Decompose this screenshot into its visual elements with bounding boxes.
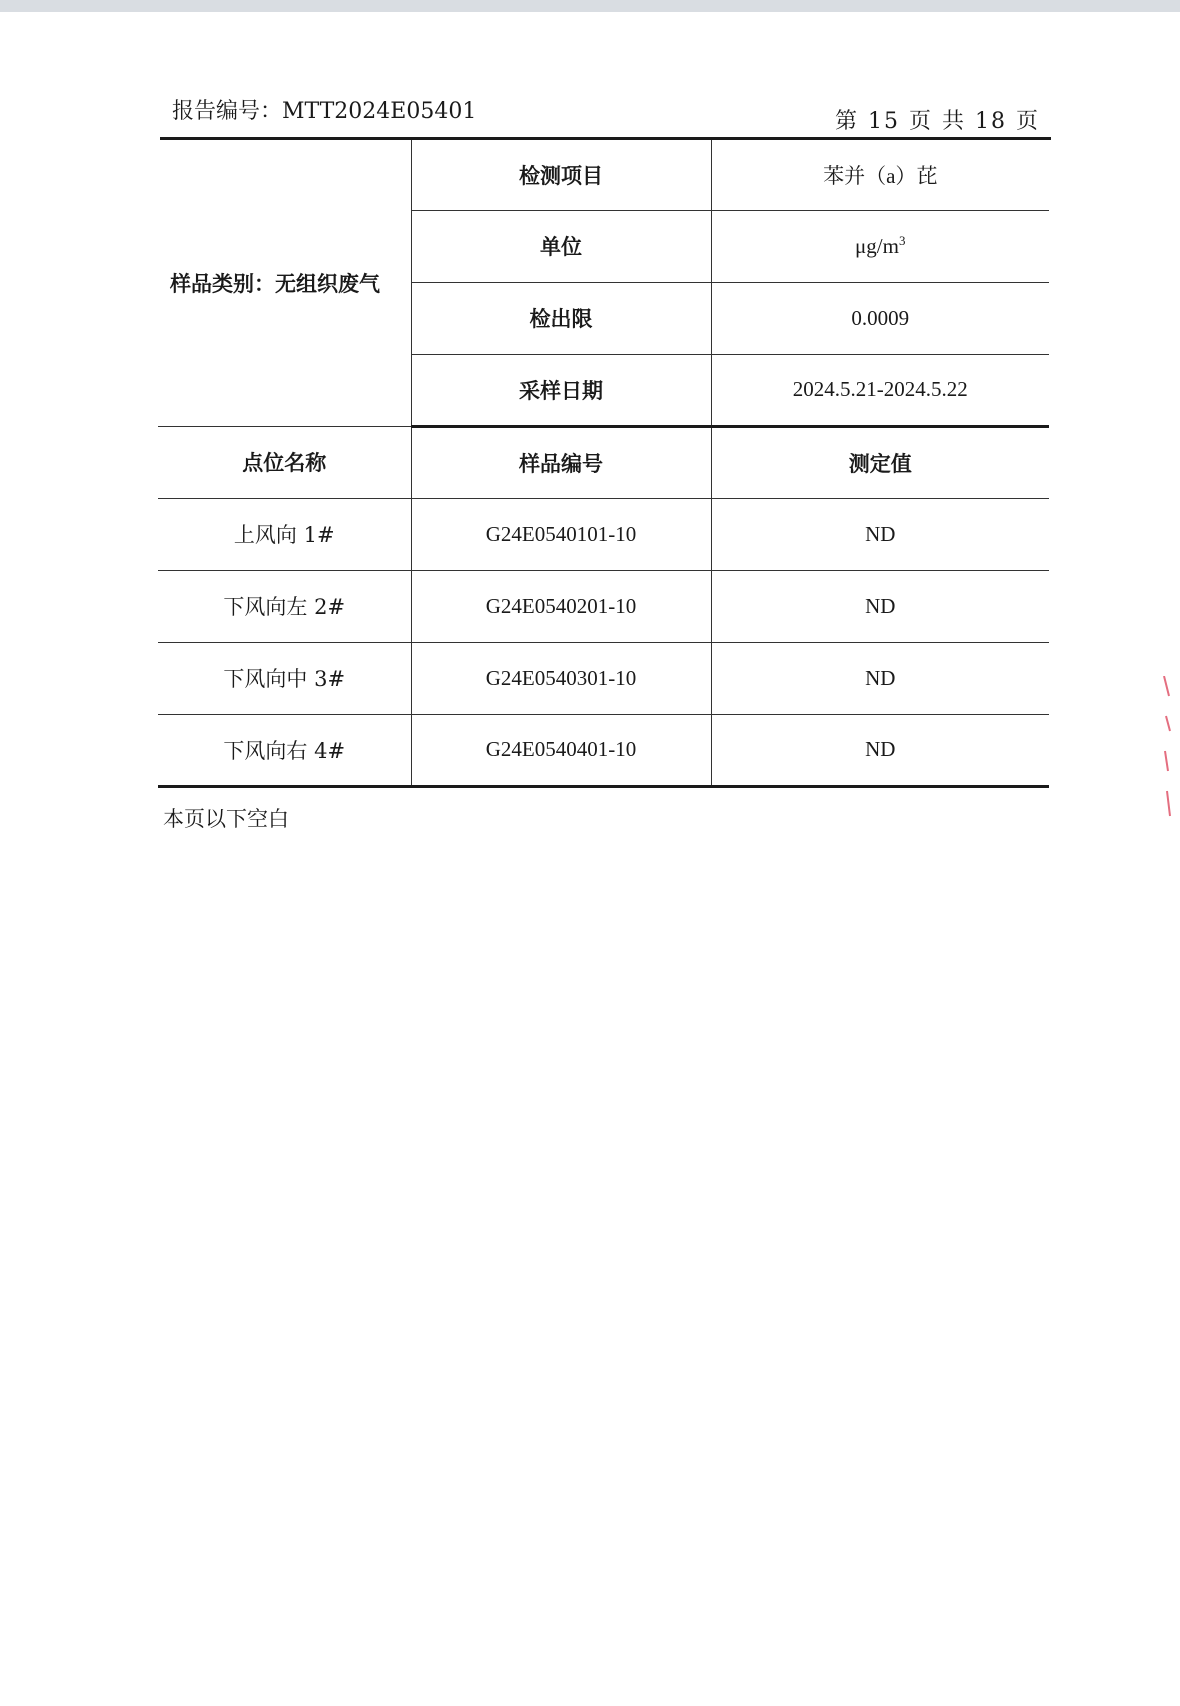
info-row-item xyxy=(158,140,1049,210)
unit-superscript: 3 xyxy=(898,233,906,248)
info-label: 检测项目 xyxy=(411,140,711,210)
seal-edge-mark xyxy=(1162,676,1172,826)
results-header-row xyxy=(158,426,1049,498)
location-cell: 下风向中 3# xyxy=(158,642,411,714)
info-value: 0.0009 xyxy=(711,282,1049,354)
info-label: 单位 xyxy=(411,210,711,282)
sample-id-cell: G24E0540401-10 xyxy=(411,714,711,786)
test-result-table xyxy=(158,140,1049,788)
table-row xyxy=(158,570,1049,642)
info-label: 检出限 xyxy=(411,282,711,354)
page-number: 第 15 页 共 18 页 xyxy=(835,109,1040,134)
location-cell: 下风向左 2# xyxy=(158,570,411,642)
report-number: 报告编号：MTT2024E05401 xyxy=(172,99,477,124)
column-header: 点位名称 xyxy=(158,426,411,498)
sample-category: 样品类别：无组织废气 xyxy=(158,140,411,426)
measured-value-cell: ND xyxy=(711,714,1049,786)
sample-id-cell: G24E0540201-10 xyxy=(411,570,711,642)
info-value: 苯并（a）芘 xyxy=(711,140,1049,210)
unit-base: μg/m xyxy=(855,234,899,258)
table-row xyxy=(158,642,1049,714)
column-header: 测定值 xyxy=(711,426,1049,498)
location-cell: 下风向右 4# xyxy=(158,714,411,786)
sample-id-cell: G24E0540301-10 xyxy=(411,642,711,714)
measured-value-cell: ND xyxy=(711,570,1049,642)
info-label: 采样日期 xyxy=(411,354,711,426)
location-cell: 上风向 1# xyxy=(158,498,411,570)
column-header: 样品编号 xyxy=(411,426,711,498)
sample-id-cell: G24E0540101-10 xyxy=(411,498,711,570)
table-row xyxy=(158,498,1049,570)
measured-value-cell: ND xyxy=(711,642,1049,714)
blank-below-note: 本页以下空白 xyxy=(163,807,289,831)
info-value: 2024.5.21-2024.5.22 xyxy=(711,354,1049,426)
scan-edge xyxy=(0,0,1180,12)
info-value xyxy=(711,210,1049,282)
table-row xyxy=(158,714,1049,786)
measured-value-cell: ND xyxy=(711,498,1049,570)
